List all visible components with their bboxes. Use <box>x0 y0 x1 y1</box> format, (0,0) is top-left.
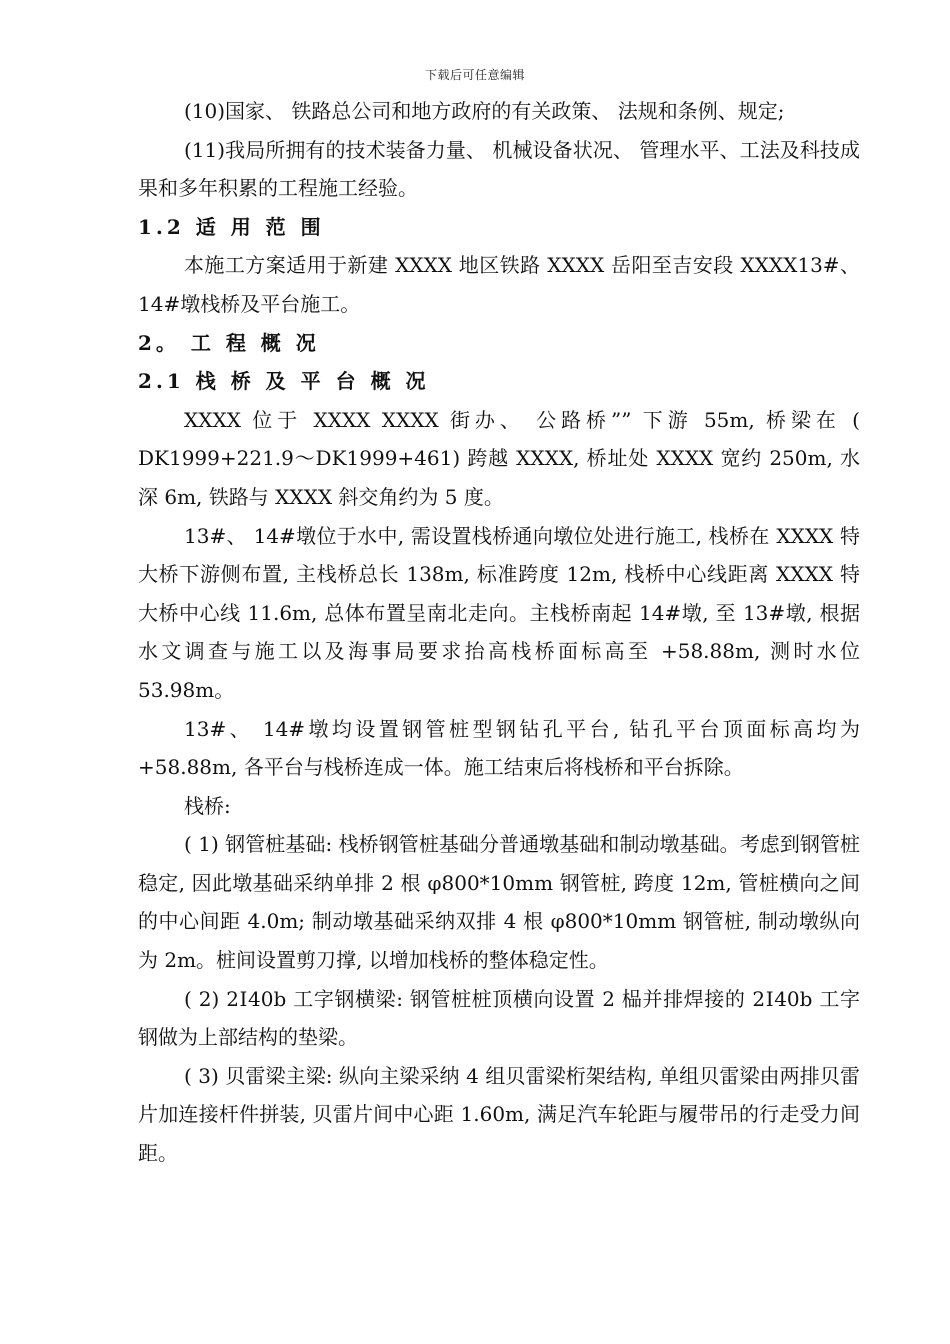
paragraph-capabilities: (11)我局所拥有的技术装备力量、 机械设备状况、 管理水平、工法及科技成果和多年积累的工程施工经验。 <box>138 137 860 201</box>
paragraph-location: XXXX 位于 XXXX XXXX 街办、 公路桥”” 下游 55m, 桥梁在 ( DK1999+221.9～DK1999+461) 跨越 XXXX, 桥址处 XXXX 宽约 250m, 水深 6m, 铁路与 XXXX 斜交角约为 5 度。 <box>138 407 860 509</box>
page-header-note: 下载后可任意编辑 <box>424 68 525 82</box>
paragraph-cross-beam: ( 2) 2Ⅰ40b 工字钢横梁: 钢管桩桩顶横向设置 2 榀并排焊接的 2Ⅰ40b 工字钢做为上部结构的垫梁。 <box>138 986 860 1050</box>
paragraph-platform: 13#、 14#墩均设置钢管桩型钢钻孔平台, 钻孔平台顶面标高均为 +58.88m, 各平台与栈桥连成一体。施工结束后将栈桥和平台拆除。 <box>138 716 860 780</box>
section-heading-2: 2。 工 程 概 况 <box>138 330 320 355</box>
paragraph-policies: (10)国家、 铁路总公司和地方政府的有关政策、 法规和条例、规定; <box>184 99 785 123</box>
section-heading-1-2: 1.2 适 用 范 围 <box>138 214 325 239</box>
paragraph-pile-foundation: ( 1) 钢管桩基础: 栈桥钢管桩基础分普通墩基础和制动墩基础。考虑到钢管桩稳定, 因此墩基础采纳单排 2 根 φ800*10mm 钢管桩, 跨度 12m, 管桩横向之间的中心间距 4.0m; 制动墩基础采纳双排 4 根 φ800*10mm 钢管桩, 制动墩纵向为 2m。桩间设置剪刀撑, 以增加栈桥的整体稳定性。 <box>138 832 860 973</box>
paragraph-bailey-beam: ( 3) 贝雷梁主梁: 纵向主梁采纳 4 组贝雷梁桁架结构, 单组贝雷梁由两排贝雷片加连接杆件拼装, 贝雷片间中心距 1.60m, 满足汽车轮距与履带吊的行走受力间距。 <box>138 1063 860 1166</box>
paragraph-scope: 本施工方案适用于新建 XXXX 地区铁路 XXXX 岳阳至吉安段 XXXX13#、 14#墩栈桥及平台施工。 <box>138 253 860 316</box>
document-body <box>138 92 860 1173</box>
paragraph-trestle-label: 栈桥: <box>184 793 231 818</box>
paragraph-trestle-layout: 13#、 14#墩位于水中, 需设置栈桥通向墩位处进行施工, 栈桥在 XXXX 特大桥下游侧布置, 主栈桥总长 138m, 标准跨度 12m, 栈桥中心线距离 XXXX 特大桥中心线 11.6m, 总体布置呈南北走向。主栈桥南起 14#墩, 至 13#墩, 根据水文调查与施工以及海事局要求抬高栈桥面标高至 +58.88m, 测时水位 53.98m。 <box>138 523 860 702</box>
section-heading-2-1: 2.1 栈 桥 及 平 台 概 况 <box>138 369 430 394</box>
